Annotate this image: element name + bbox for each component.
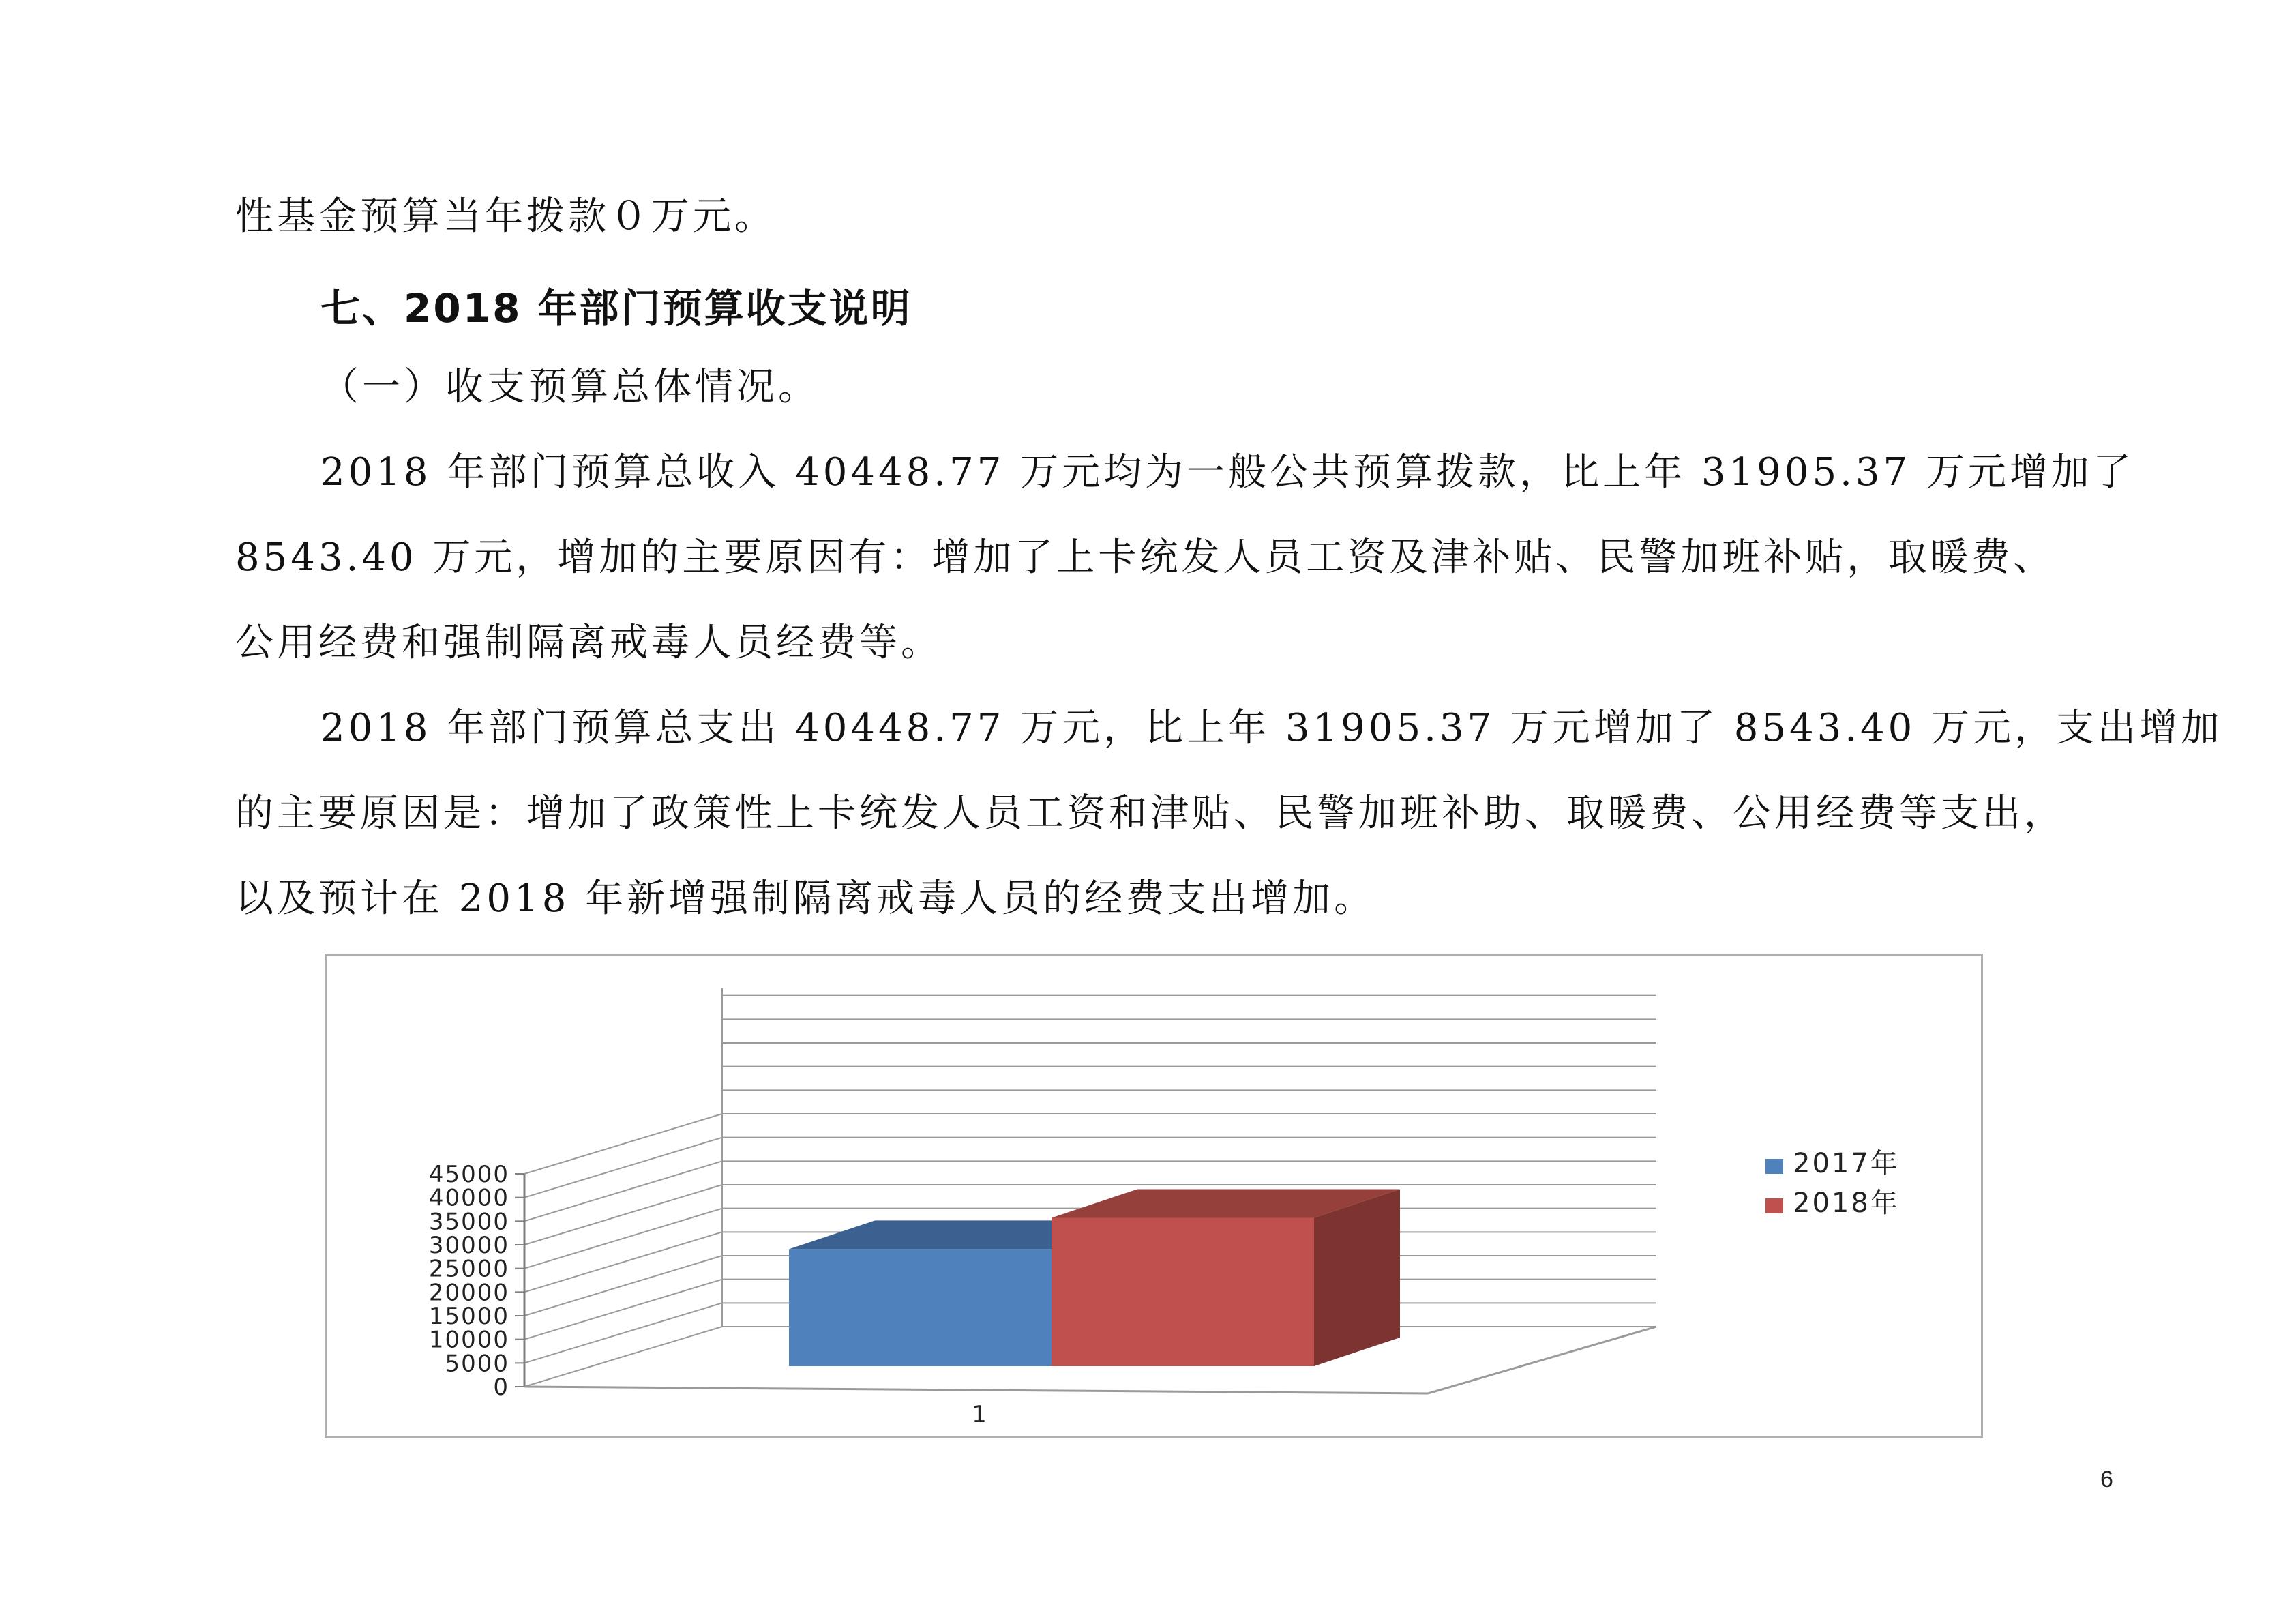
- chart-legend: [1765, 1148, 1900, 1219]
- x-tick-label: 1: [972, 1401, 988, 1428]
- side-gridline: [524, 1185, 722, 1245]
- legend-label-0: 2017年: [1793, 1148, 1900, 1179]
- floor-front-edge: [524, 1387, 1428, 1393]
- side-gridline: [524, 1327, 722, 1387]
- expense-paragraph: [235, 685, 2223, 941]
- side-gridline: [524, 1256, 722, 1316]
- expense-line-3: 以及预计在 2018 年新增强制隔离戒毒人员的经费支出增加。: [235, 876, 1376, 921]
- subheading: （一）收支预算总体情况。: [320, 365, 820, 409]
- y-tick-label: 15000: [428, 1303, 509, 1330]
- bar-front-0: [789, 1249, 1052, 1366]
- side-gridline: [524, 1303, 722, 1363]
- side-gridline: [524, 1138, 722, 1198]
- income-paragraph: [235, 430, 2134, 685]
- section-heading: 七、2018 年部门预算收支说明: [320, 285, 912, 331]
- income-line-2: 8543.40 万元，增加的主要原因有：增加了上卡统发人员工资及津补贴、民警加班补贴，取暖费、: [235, 535, 2055, 580]
- y-tick-label: 20000: [428, 1279, 509, 1307]
- bar-side-1: [1314, 1189, 1400, 1366]
- continued-line: 性基金预算当年拨款０万元。: [235, 194, 776, 239]
- income-line-1: 2018 年部门预算总收入 40448.77 万元均为一般公共预算拨款，比上年 31905.37 万元增加了: [320, 450, 2134, 494]
- expense-line-2: 的主要原因是：增加了政策性上卡统发人员工资和津贴、民警加班补助、取暖费、公用经费等支出，: [235, 791, 2066, 836]
- legend-swatch-1: [1765, 1198, 1783, 1213]
- side-gridline: [524, 1114, 722, 1174]
- side-gridline: [524, 1232, 722, 1292]
- y-tick-label: 30000: [428, 1232, 509, 1259]
- legend-label-1: 2018年: [1793, 1187, 1900, 1219]
- budget-bar-chart: [325, 954, 1983, 1438]
- y-tick-label: 25000: [428, 1255, 509, 1283]
- y-tick-label: 5000: [445, 1350, 509, 1378]
- side-gridline: [524, 1161, 722, 1221]
- legend-swatch-0: [1765, 1159, 1783, 1174]
- side-gridline: [524, 1280, 722, 1340]
- side-gridline: [524, 1209, 722, 1269]
- chart-canvas: [327, 956, 1981, 1436]
- y-tick-label: 45000: [428, 1161, 509, 1188]
- y-tick-label: 10000: [428, 1326, 509, 1354]
- bar-front-1: [1052, 1217, 1314, 1366]
- income-line-3: 公用经费和强制隔离戒毒人员经费等。: [235, 621, 942, 665]
- y-tick-label: 35000: [428, 1208, 509, 1236]
- expense-line-1: 2018 年部门预算总支出 40448.77 万元，比上年 31905.37 万元增加了 8543.40 万元，支出增加: [320, 706, 2223, 750]
- page-number: 6: [2100, 1466, 2113, 1492]
- floor-right-edge: [1428, 1327, 1656, 1393]
- chart-bars: [789, 1189, 1400, 1366]
- y-tick-label: 40000: [428, 1184, 509, 1212]
- y-tick-label: 0: [493, 1374, 509, 1401]
